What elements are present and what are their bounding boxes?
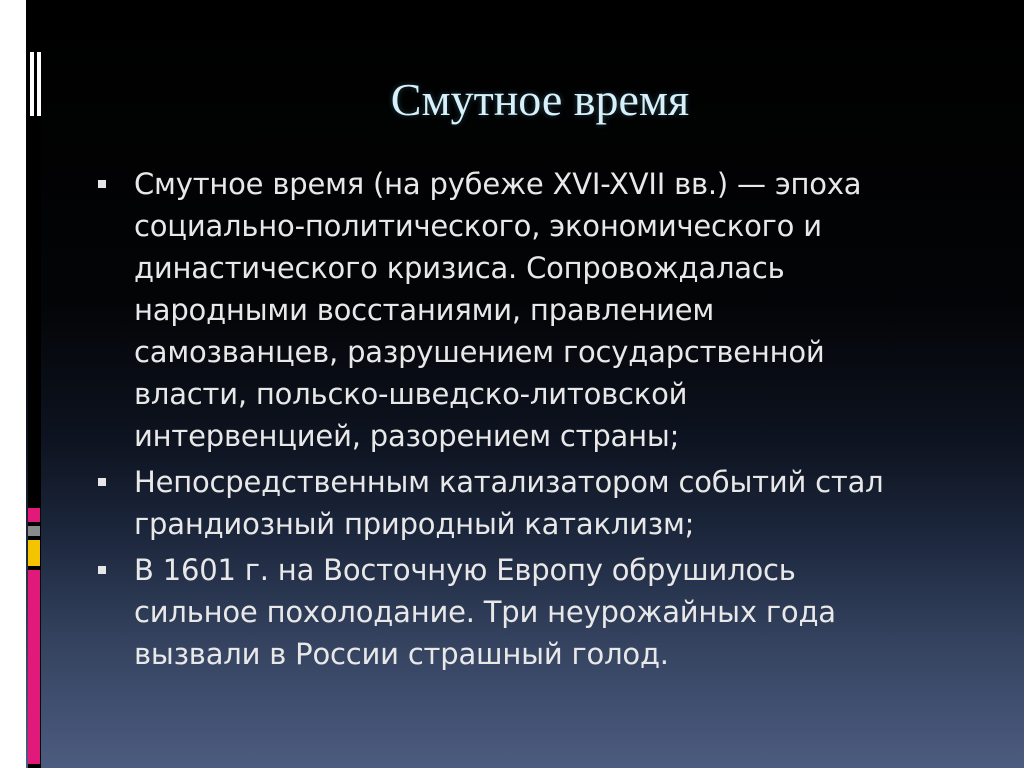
accent-segment-yellow — [28, 540, 40, 566]
bullet-list — [96, 163, 986, 679]
square-bullet-icon — [98, 478, 106, 486]
bullet-text: Смутное время (на рубеже XVI-XVII вв.) — эпоха социально-политического, экономического и династического кризиса. Сопровождалась народными восстаниями, правлением самозванцев, разрушением государственной власти, польско-шведско-литовской интервенцией, разорением страны; — [134, 167, 862, 453]
square-bullet-icon — [98, 180, 106, 188]
bullet-text: Непосредственным катализатором событий стал грандиозный природный катаклизм; — [134, 465, 884, 541]
decorative-stripes-top — [0, 52, 42, 116]
accent-segment-pink — [28, 508, 40, 522]
bullet-item — [96, 163, 986, 457]
accent-segment-pink-long — [28, 570, 40, 764]
bullet-item — [96, 461, 986, 545]
decorative-accent-bar — [28, 508, 40, 764]
square-bullet-icon — [98, 566, 106, 574]
bullet-text: В 1601 г. на Восточную Европу обрушилось сильное похолодание. Три неурожайных года вызвали в России страшный голод. — [134, 553, 836, 671]
slide-title: Смутное время — [390, 74, 690, 125]
accent-segment-gray — [28, 526, 40, 536]
bullet-item — [96, 549, 986, 675]
